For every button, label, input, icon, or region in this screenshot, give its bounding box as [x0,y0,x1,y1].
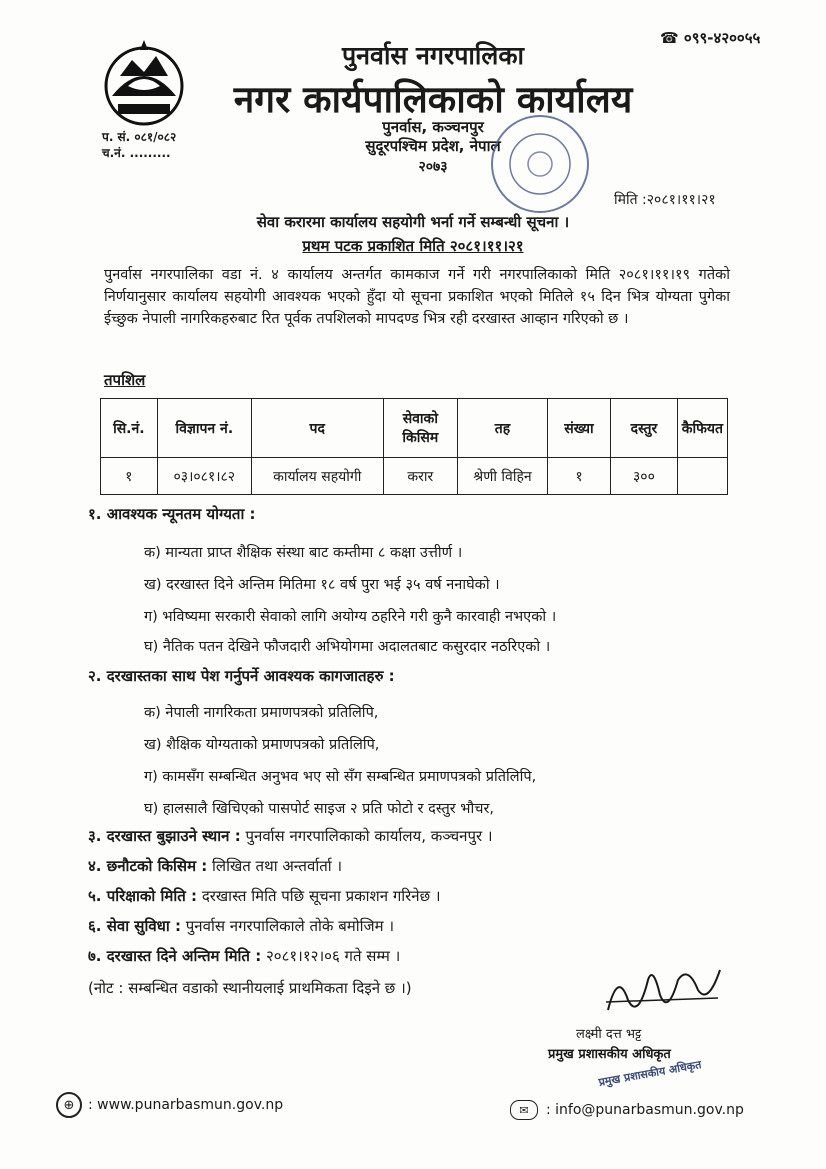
office-name: नगर कार्यपालिकाको कार्यालय [233,78,633,121]
cell-count: १ [547,458,610,495]
cell-level: श्रेणी विहिन [458,458,548,495]
list-item: ग) कामसँग सम्बन्धित अनुभव भए सो सँग सम्बन्धित प्रमाणपत्रको प्रतिलिपि, [144,769,537,785]
details-heading: तपशिल [104,371,146,389]
section-4 [88,856,342,876]
col-serial: सि.नं. [101,399,158,458]
signatory-name: लक्ष्मी दत्त भट्ट [576,1027,642,1042]
col-level: तह [458,399,548,458]
col-remarks: कैफियत [677,399,727,458]
section-2-title: २. दरखास्तका साथ पेश गर्नुपर्ने आवश्यक कागजातहरु : [88,667,395,685]
handwritten-signature [598,960,728,1020]
office-stamp [488,112,592,216]
cell-position: कार्यालय सहयोगी [251,458,383,495]
list-item: घ) नैतिक पतन देखिने फौजदारी अभियोगमा अदालतबाट कसुरदार नठरिएको । [144,639,551,655]
signatory-designation: प्रमुख प्रशासकीय अधिकृत [548,1047,671,1062]
col-service-type: सेवाको किसिम [383,399,458,458]
section-6-value: पुनर्वास नगरपालिकाले तोके बमोजिम । [181,917,395,935]
col-fee: दस्तुर [611,399,678,458]
cell-fee: ३०० [611,458,678,495]
cell-ad-number: ०३।०८१।८२ [157,458,251,495]
section-7-label: ७. दरखास्त दिने अन्तिम मिति : [88,947,262,965]
vacancy-table [100,398,728,495]
col-ad-number: विज्ञापन नं. [157,399,251,458]
section-4-value: लिखित तथा अन्तर्वार्ता । [207,857,343,875]
designation-stamp: प्रमुख प्रशासकीय अधिकृत [597,1058,703,1089]
list-item: घ) हालसालै खिचिएको पासपोर्ट साइज २ प्रति फोटो र दस्तुर भौचर, [144,801,494,817]
phone-text: ०९९-४२००५५ [683,29,761,47]
telephone-icon: ☎ [660,29,684,47]
section-4-label: ४. छनौटको किसिम : [88,857,208,875]
envelope-icon: ✉ [510,1100,538,1120]
cell-serial: १ [101,458,158,495]
table-header-row [101,399,728,458]
reference-number: प. सं. ०८१/०८२ [102,130,177,144]
section-5 [88,886,441,906]
website-link[interactable]: : www.punarbasmun.gov.np [88,1097,284,1113]
municipality-name: पुनर्वास नगरपालिका [341,41,524,70]
list-item: क) मान्यता प्राप्त शैक्षिक संस्था बाट कम्तीमा ८ कक्षा उत्तीर्ण । [144,545,463,561]
section-6 [88,916,394,936]
section-1-title: १. आवश्यक न्यूनतम योग्यता : [88,505,256,523]
section-5-value: दरखास्त मिति पछि सूचना प्रकाशन गरिनेछ । [197,887,441,905]
published-date-text: प्रथम पटक प्रकाशित मिति २०८१।११।२१ [302,237,524,255]
section-5-label: ५. परिक्षाको मिति : [88,887,198,905]
section-3-value: पुनर्वास नगरपालिकाको कार्यालय, कञ्चनपुर । [240,827,493,845]
section-3 [88,826,493,846]
website-footer [56,1092,283,1118]
notice-body: पुनर्वास नगरपालिका वडा नं. ४ कार्यालय अन्तर्गत कामकाज गर्ने गरी नगरपालिकाको मिति २०८१।११।१९ गतेको निर्णयानुसार कार्यालय सहयोगी आवश्यक भएको हुँदा यो सूचना प्रकाशित भएको मितिले १५ दिन भित्र योग्यता पुगेका ईच्छुक नेपाली नागरिकहरुबाट रित पूर्वक तपशिलको मापदण्ड भित्र रही दरखास्त आव्हान गरिएको छ । [104,267,730,327]
cell-service-type: करार [383,458,458,495]
province-line: सुदूरपश्चिम प्रदेश, नेपाल [365,137,501,155]
list-item: ग) भविष्यमा सरकारी सेवाको लागि अयोग्य ठहरिने गरी कुनै कारवाही नभएको । [144,609,557,625]
published-date-line [0,236,826,256]
notice-title: सेवा करारमा कार्यालय सहयोगी भर्ना गर्ने सम्बन्धी सूचना । [256,213,570,231]
email-footer [510,1100,744,1120]
col-position: पद [251,399,383,458]
list-item: क) नेपाली नागरिकता प्रमाणपत्रको प्रतिलिपि, [144,705,379,721]
section-3-label: ३. दरखास्त बुझाउने स्थान : [88,827,241,845]
list-item: ख) शैक्षिक योग्यताको प्रमाणपत्रको प्रतिलिपि, [144,737,380,753]
note-text: (नोट : सम्बन्धित वडाको स्थानीयलाई प्राथमिकता दिइने छ ।) [88,979,412,997]
cell-remarks [677,458,727,495]
note [88,978,412,998]
email-link[interactable]: : info@punarbasmun.gov.np [546,1102,744,1118]
table-row [101,458,728,495]
address-line: पुनर्वास, कञ्चनपुर [382,118,484,136]
col-count: संख्या [547,399,610,458]
list-item: ख) दरखास्त दिने अन्तिम मितिमा १८ वर्ष पुरा भई ३५ वर्ष ननाघेको । [144,577,500,593]
issue-date: मिति :२०८१।११।२१ [614,192,716,208]
dispatch-number: च.नं. ......... [102,146,171,160]
section-7-value: २०८१।१२।०६ गते सम्म । [261,947,401,965]
section-7 [88,946,400,966]
established-year: २०७३ [418,159,448,175]
section-6-label: ६. सेवा सुविधा : [88,917,182,935]
globe-icon: ⊕ [56,1092,82,1118]
